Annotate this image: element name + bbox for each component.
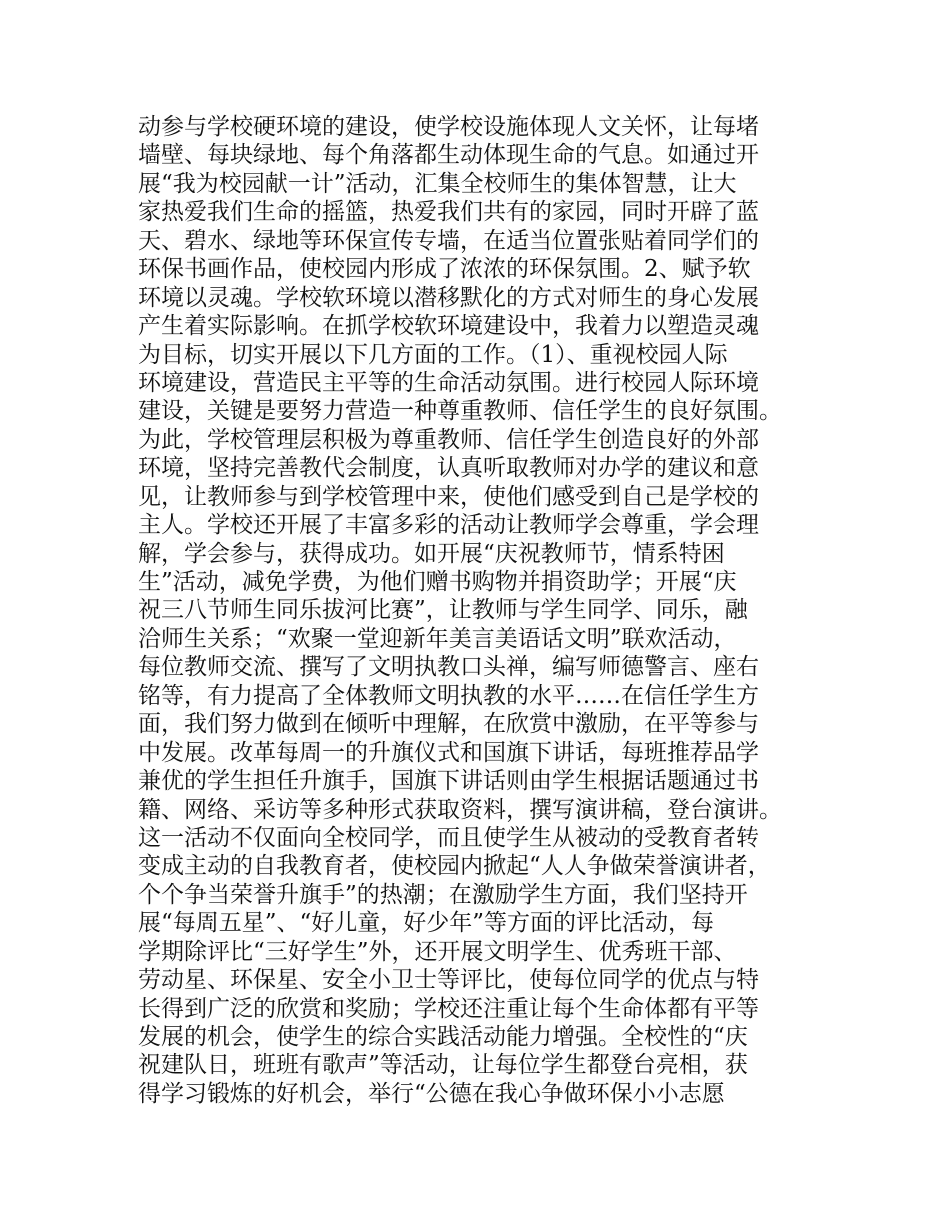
text-line-3: 展“我为校园献一计”活动，汇集全校师生的集体智慧，让大 xyxy=(138,170,737,197)
text-line-31: 劳动星、环保星、安全小卫士等评比，使每位同学的优点与特 xyxy=(138,967,759,994)
text-line-2: 墙壁、每块绿地、每个角落都生动体现生命的气息。如通过开 xyxy=(138,142,759,169)
text-line-22: 面，我们努力做到在倾听中理解，在欣赏中激励，在平等参与 xyxy=(138,711,759,738)
text-line-32: 长得到广泛的欣赏和奖励；学校还注重让每个生命体都有平等 xyxy=(138,995,759,1022)
text-line-33: 发展的机会，使学生的综合实践活动能力增强。全校性的“庆 xyxy=(138,1024,748,1050)
text-line-23: 中发展。改革每周一的升旗仪式和国旗下讲话，每班推荐品学 xyxy=(138,739,759,766)
text-line-13: 环境，坚持完善教代会制度，认真听取教师对办学的建议和意 xyxy=(138,455,759,482)
text-line-16: 解，学会参与，获得成功。如开展“庆祝教师节，情系特困 xyxy=(138,540,725,567)
text-line-35: 得学习锻炼的好机会，举行“公德在我心争做环保小小志愿 xyxy=(138,1080,725,1107)
text-line-17: 生”活动，减免学费，为他们赠书购物并捐资助学；开展“庆 xyxy=(138,569,737,595)
text-line-27: 变成主动的自我教育者，使校园内掀起“人人争做荣誉演讲者， xyxy=(138,853,771,880)
text-line-28: 个个争当荣誉升旗手”的热潮；在激励学生方面，我们坚持开 xyxy=(138,881,748,908)
text-line-21: 铭等，有力提高了全体教师文明执教的水平……在信任学生方 xyxy=(138,682,759,709)
text-line-1: 动参与学校硬环境的建设，使学校设施体现人文关怀，让每堵 xyxy=(138,114,759,140)
text-line-7: 环境以灵魂。学校软环境以潜移默化的方式对师生的身心发展 xyxy=(138,284,759,311)
text-line-9: 为目标，切实开展以下几方面的工作。（1）、重视校园人际 xyxy=(138,341,728,368)
text-line-8: 产生着实际影响。在抓学校软环境建设中，我着力以塑造灵魂 xyxy=(138,313,759,340)
text-line-6: 环保书画作品，使校园内形成了浓浓的环保氛围。2、赋予软 xyxy=(138,256,751,283)
text-line-11: 建设，关键是要努力营造一种尊重教师、信任学生的良好氛围。 xyxy=(138,398,782,425)
text-line-14: 见，让教师参与到学校管理中来，使他们感受到自己是学校的 xyxy=(138,483,759,510)
text-line-29: 展“每周五星”、“好儿童，好少年”等方面的评比活动，每 xyxy=(138,910,715,937)
text-line-10: 环境建设，营造民主平等的生命活动氛围。进行校园人际环境 xyxy=(138,369,759,396)
text-line-24: 兼优的学生担任升旗手，国旗下讲话则由学生根据话题通过书 xyxy=(138,768,759,795)
text-line-34: 祝建队日，班班有歌声”等活动，让每位学生都登台亮相，获 xyxy=(138,1052,748,1079)
text-line-25: 籍、网络、采访等多种形式获取资料，撰写演讲稿，登台演讲。 xyxy=(138,796,782,823)
text-line-20: 每位教师交流、撰写了文明执教口头禅，编写师德警言、座右 xyxy=(138,654,759,681)
text-line-4: 家热爱我们生命的摇篮，热爱我们共有的家园，同时开辟了蓝 xyxy=(138,199,759,226)
text-line-26: 这一活动不仅面向全校同学，而且使学生从被动的受教育者转 xyxy=(138,824,759,851)
text-line-18: 祝三八节师生同乐拔河比赛”，让教师与学生同学、同乐，融 xyxy=(138,597,748,624)
text-line-19: 洽师生关系；“欢聚一堂迎新年美言美语话文明”联欢活动， xyxy=(138,625,737,652)
text-line-30: 学期除评比“三好学生”外，还开展文明学生、优秀班干部、 xyxy=(138,938,737,965)
text-line-15: 主人。学校还开展了丰富多彩的活动让教师学会尊重，学会理 xyxy=(138,512,759,539)
text-line-12: 为此，学校管理层积极为尊重教师、信任学生创造良好的外部 xyxy=(138,426,759,453)
text-line-5: 天、碧水、绿地等环保宣传专墙，在适当位置张贴着同学们的 xyxy=(138,227,759,254)
body-text xyxy=(138,113,838,1108)
